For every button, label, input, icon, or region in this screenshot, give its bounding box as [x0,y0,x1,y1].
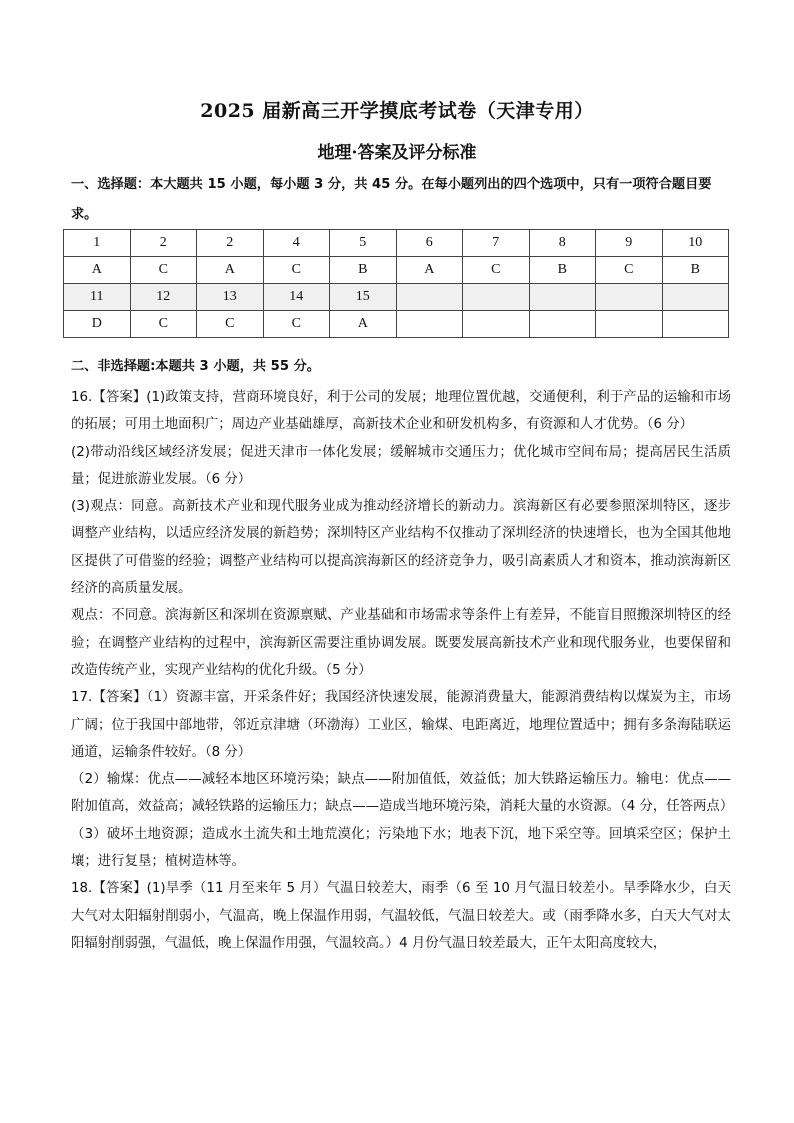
table-cell: 11 [64,284,131,311]
table-cell: A [396,257,463,284]
table-cell: C [130,311,197,338]
answer-paragraph: 18.【答案】(1)旱季（11 月至来年 5 月）气温日较差大，雨季（6 至 10 月气温日较差小。旱季降水少，白天大气对太阳辐射削弱小，气温高，晚上保温作用弱，气温较低，气温日较差大。或（雨季降水多，白天大气对太阳辐射削弱强，气温低，晚上保温作用强，气温较高。）4 月份气温日较差最大，正午太阳高度较大， [71,881,731,951]
answer-paragraph: （3）破坏土地资源；造成水土流失和土地荒漠化；污染地下水；地表下沉，地下采空等。回填采空区；保护土壤；进行复垦；植树造林等。 [71,826,731,870]
table-cell [463,284,530,311]
table-cell: A [197,257,264,284]
page-subtitle: 地理·答案及评分标准 [317,143,477,163]
table-cell [463,311,530,338]
section1-instruction: 一、选择题：本大题共 15 小题，每小题 3 分，共 45 分。在每小题列出的四个选项中，只有一项符合题目要求。 [71,177,712,222]
answer-table [63,229,729,338]
page-title: 2025 届新高三开学摸底考试卷（天津专用） [200,100,594,122]
answer-body [71,384,734,957]
section2-heading: 二、非选择题:本题共 3 小题，共 55 分。 [71,359,320,374]
table-cell: B [529,257,596,284]
answer-paragraph: (2)带动沿线区域经济发展；促进天津市一体化发展；缓解城市交通压力；优化城市空间布局；提高居民生活质量；促进旅游业发展。（6 分） [71,444,731,487]
table-cell: 9 [596,230,663,257]
answer-paragraph: 观点：不同意。滨海新区和深圳在资源禀赋、产业基础和市场需求等条件上有差异，不能盲目照搬深圳特区的经验；在调整产业结构的过程中，滨海新区需要注重协调发展。既要发展高新技术产业和现代服务业，也要保留和改造传统产业，实现产业结构的优化升级。（5 分） [71,608,731,678]
answer-paragraph: （2）输煤：优点——减轻本地区环境污染；缺点——附加值低，效益低；加大铁路运输压力。输电：优点——附加值高，效益高；减轻铁路的运输压力；缺点——造成当地环境污染，消耗大量的水资源。（4 分，任答两点） [71,772,734,815]
table-cell: 15 [330,284,397,311]
question-number-row [64,284,729,311]
answer-paragraph: (3)观点：同意。高新技术产业和现代服务业成为推动经济增长的新动力。滨海新区有必要参照深圳特区，逐步调整产业结构，以适应经济发展的新趋势；深圳特区产业结构不仅推动了深圳经济的快速增长，也为全国其他地区提供了可借鉴的经验；调整产业结构可以提高滨海新区的经济竞争力，吸引高素质人才和资本，推动滨海新区经济的高质量发展。 [71,499,731,597]
table-cell [596,311,663,338]
table-cell: B [330,257,397,284]
table-cell: A [330,311,397,338]
answer-row [64,311,729,338]
table-cell: 1 [64,230,131,257]
table-cell: 8 [529,230,596,257]
answer-paragraph: 16.【答案】(1)政策支持，营商环境良好，利于公司的发展；地理位置优越，交通便利，利于产品的运输和市场的拓展；可用土地面积广；周边产业基础雄厚，高新技术企业和研发机构多，有资源和人才优势。（6 分） [71,390,731,433]
table-cell [396,311,463,338]
table-cell: C [263,257,330,284]
table-cell: 2 [130,230,197,257]
table-cell: 10 [662,230,729,257]
table-cell [662,284,729,311]
table-cell: C [263,311,330,338]
table-cell: B [662,257,729,284]
table-cell [662,311,729,338]
table-cell: C [596,257,663,284]
table-cell [529,311,596,338]
table-cell: 6 [396,230,463,257]
question-number-row [64,230,729,257]
table-cell: C [463,257,530,284]
table-cell: C [130,257,197,284]
answer-row [64,257,729,284]
table-cell: C [197,311,264,338]
answer-paragraph: 17.【答案】（1）资源丰富，开采条件好；我国经济快速发展，能源消费量大，能源消费结构以煤炭为主，市场广阔；位于我国中部地带，邻近京津塘（环渤海）工业区，输煤、电距离近，地理位置适中；拥有多条海陆联运通道，运输条件较好。（8 分） [71,690,731,760]
table-cell [529,284,596,311]
table-cell: A [64,257,131,284]
table-cell: 7 [463,230,530,257]
table-cell: D [64,311,131,338]
table-cell [596,284,663,311]
table-cell: 2 [197,230,264,257]
table-cell [396,284,463,311]
table-cell: 5 [330,230,397,257]
table-cell: 14 [263,284,330,311]
table-cell: 12 [130,284,197,311]
table-cell: 13 [197,284,264,311]
table-cell: 4 [263,230,330,257]
